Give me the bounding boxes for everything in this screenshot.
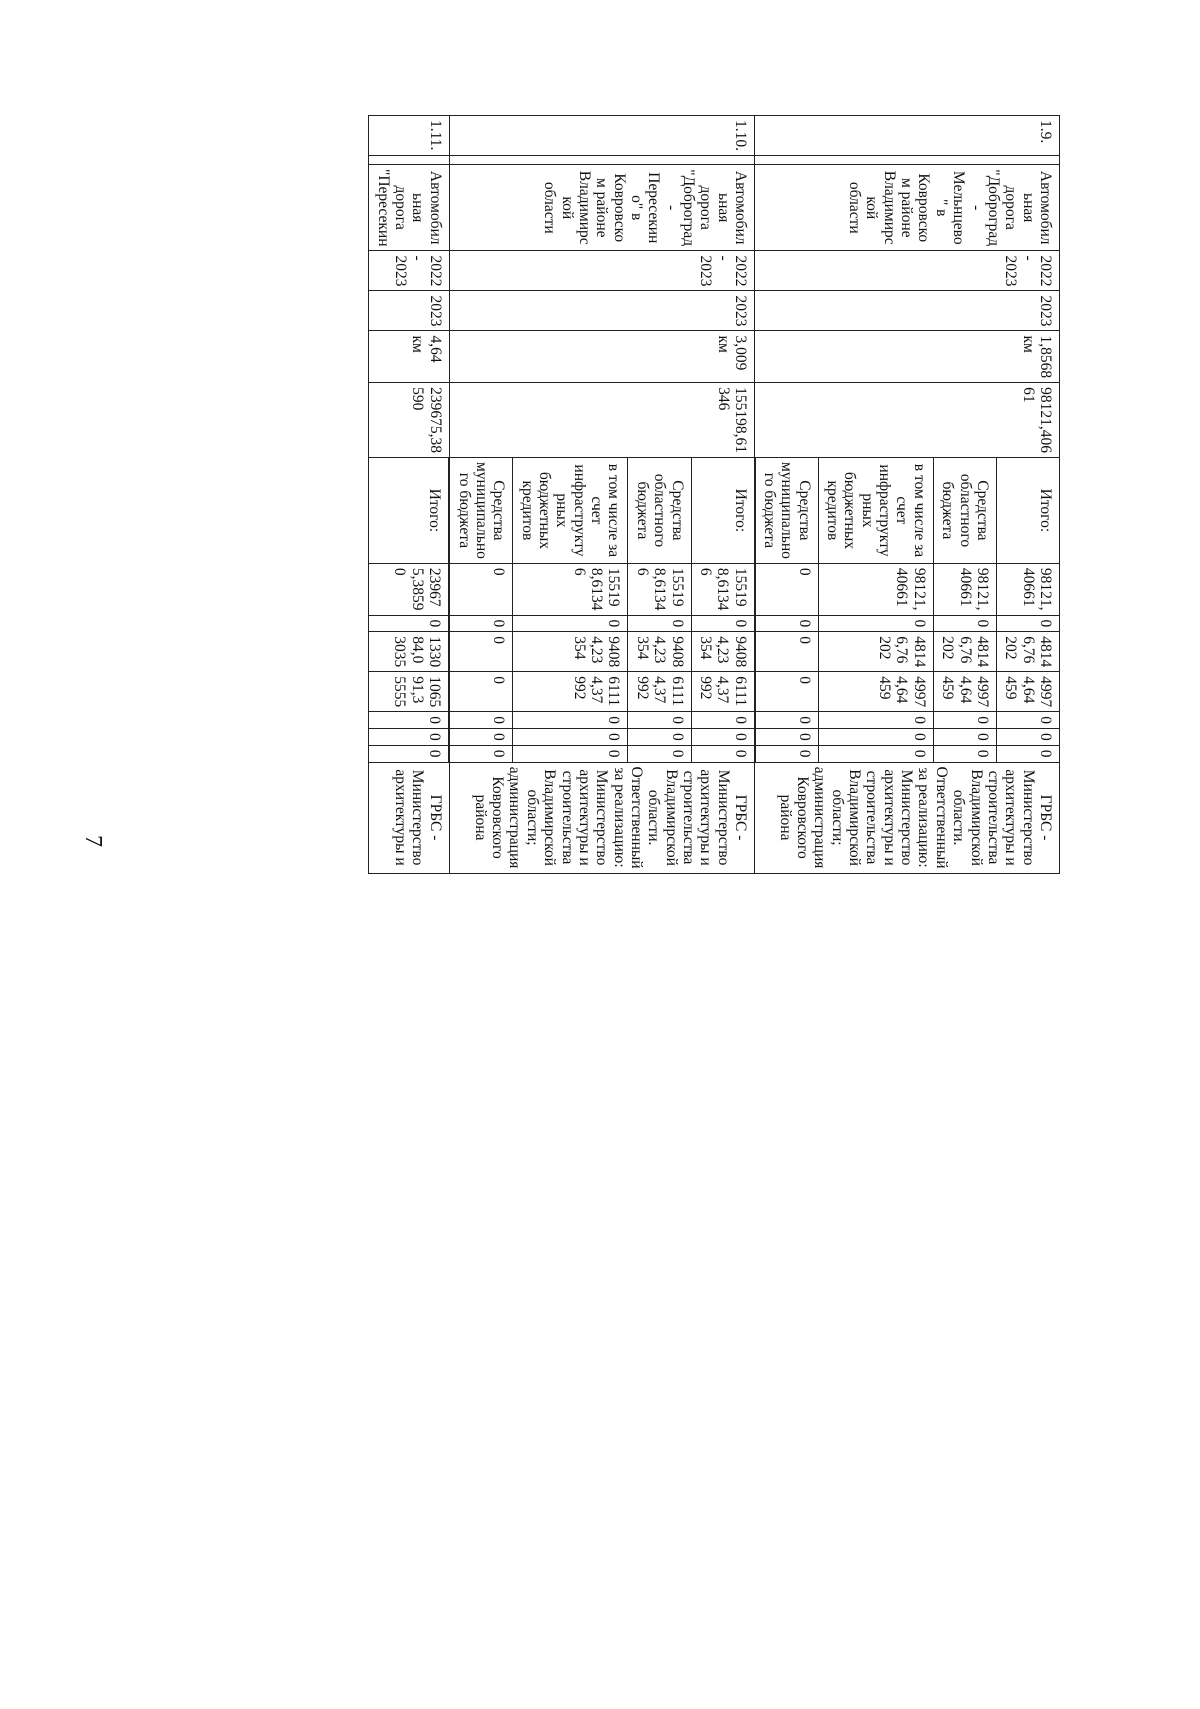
year: 2023 [369,291,449,331]
responsible: ГРБС - Министерство архитектуры и строительства Владимирской области. Ответственный за реализацию: Министерство архитектуры и строительства Владимирской области; администрация Ковровского района [449,762,754,873]
value-cell: 0 [628,729,691,746]
value-cell: 1330 84,0 3035 [369,632,449,672]
value-cell: 4997 4,64 459 [996,672,1059,712]
value-cell: 9408 4,23 354 [691,632,755,672]
value-cell: 0 [755,712,819,729]
cost: 155198,61 346 [449,383,754,458]
value-cell: 0 [449,615,513,632]
spacer-cell [369,156,449,165]
value-cell: 4997 4,64 459 [933,672,996,712]
value-cell: 0 [933,712,996,729]
value-cell: 0 [691,729,755,746]
value-cell: 4997 4,64 459 [818,672,933,712]
program-table [368,115,1060,874]
value-cell: 0 [996,729,1059,746]
value-cell: 0 [933,745,996,762]
value-cell: 0 [369,615,449,632]
funding-source: в том числе за счет инфраструкту рных бюджетных кредитов [513,457,628,563]
total-value: 98121, 40661 [933,563,996,615]
total-value: 98121, 40661 [996,563,1059,615]
responsible: ГРБС - Министерство архитектуры и строительства Владимирской области. Ответственный за реализацию: Министерство архитектуры и строительства Владимирской области; администрация Ковровского района [755,762,1060,873]
value-cell: 0 [996,712,1059,729]
total-value: 23967 5,3859 0 [369,563,449,615]
value-cell: 0 [369,729,449,746]
value-cell: 0 [691,712,755,729]
spacer-cell [755,156,1060,165]
value-cell: 0 [369,745,449,762]
total-value: 15519 8,6134 6 [691,563,755,615]
value-cell: 6111 4,37 992 [628,672,691,712]
funding-source: Средства муниципально го бюджета [755,457,819,563]
row-number: 1.10. [449,116,754,156]
responsible: ГРБС - Министерство архитектуры и [369,762,449,873]
value-cell: 0 [818,745,933,762]
value-cell: 0 [513,712,628,729]
value-cell: 0 [628,615,691,632]
value-cell: 0 [996,615,1059,632]
value-cell: 1065 91,3 5555 [369,672,449,712]
value-cell: 6111 4,37 992 [513,672,628,712]
value-cell: 4814 6,76 202 [996,632,1059,672]
total-value: 0 [755,563,819,615]
total-value: 98121, 40661 [818,563,933,615]
value-cell: 0 [449,712,513,729]
value-cell: 0 [628,712,691,729]
value-cell: 9408 4,23 354 [513,632,628,672]
year: 2023 [449,291,754,331]
value-cell: 0 [449,729,513,746]
value-cell: 0 [628,745,691,762]
value-cell: 0 [449,745,513,762]
funding-source: Средства муниципально го бюджета [449,457,513,563]
value-cell: 0 [369,712,449,729]
value-cell: 6111 4,37 992 [691,672,755,712]
row-number: 1.11. [369,116,449,156]
value-cell: 0 [933,615,996,632]
rotated-table-container [368,115,1060,874]
period: 2022 - 2023 [755,251,1060,291]
spacer-cell [449,156,754,165]
period: 2022 - 2023 [449,251,754,291]
funding-source: Итого: [691,457,755,563]
object-name: Автомобил ьная дорога "Доброград - Пересекин о" в Ковровско м районе Владимирс кой области [449,165,754,251]
total-value: 15519 8,6134 6 [513,563,628,615]
value-cell: 0 [691,745,755,762]
value-cell: 4814 6,76 202 [818,632,933,672]
cost: 239675,38 590 [369,383,449,458]
row-number: 1.9. [755,116,1060,156]
length: 1,8568 км [755,331,1060,383]
value-cell: 0 [513,729,628,746]
value-cell: 0 [449,672,513,712]
value-cell: 0 [818,615,933,632]
value-cell: 0 [818,729,933,746]
value-cell: 0 [449,632,513,672]
funding-source: Средства областного бюджета [933,457,996,563]
table-row [691,116,755,874]
funding-source: Итого: [369,457,449,563]
table-row [996,116,1059,874]
funding-source: Итого: [996,457,1059,563]
value-cell: 0 [755,615,819,632]
value-cell: 0 [755,729,819,746]
value-cell: 4814 6,76 202 [933,632,996,672]
length: 4,64 км [369,331,449,383]
value-cell: 0 [755,745,819,762]
funding-source: Средства областного бюджета [628,457,691,563]
value-cell: 0 [513,745,628,762]
table-row [369,116,449,874]
page-number: 7 [80,835,106,847]
object-name: Автомобил ьная дорога "Пересекин [369,165,449,251]
value-cell: 0 [996,745,1059,762]
value-cell: 9408 4,23 354 [628,632,691,672]
funding-source: в том числе за счет инфраструкту рных бюджетных кредитов [818,457,933,563]
total-value: 15519 8,6134 6 [628,563,691,615]
value-cell: 0 [513,615,628,632]
period: 2022 - 2023 [369,251,449,291]
length: 3,009 км [449,331,754,383]
cost: 98121,406 61 [755,383,1060,458]
total-value: 0 [449,563,513,615]
value-cell: 0 [691,615,755,632]
value-cell: 0 [818,712,933,729]
year: 2023 [755,291,1060,331]
value-cell: 0 [755,672,819,712]
object-name: Автомобил ьная дорога "Доброград - Мельнцево " в Ковровско м районе Владимирс кой области [755,165,1060,251]
value-cell: 0 [755,632,819,672]
value-cell: 0 [933,729,996,746]
